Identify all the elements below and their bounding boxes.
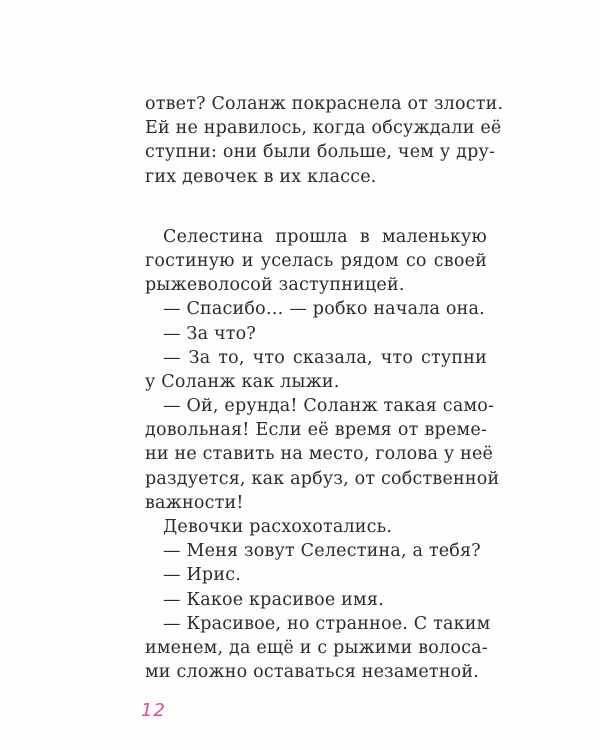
text-line: Селестина прошла в маленькую [163, 226, 487, 247]
body-text [145, 92, 504, 684]
text-line: ответ? Соланж покраснела от злости. [145, 94, 504, 114]
text-line: Девочки расхохотались. [163, 517, 393, 537]
text-line: Ей не нравилось, когда обсуждали её [145, 118, 502, 139]
text-line: — За что? [163, 323, 256, 344]
text-line: ступни: они были больше, чем у дру- [145, 142, 496, 163]
text-line: рыжеволосой заступницей. [145, 275, 405, 296]
text-line: — Красивое, но странное. С таким [163, 613, 491, 634]
page-number: 12 [141, 700, 166, 721]
text-line: важности! [145, 492, 244, 513]
text-line: — Ирис. [163, 565, 241, 586]
text-line: гих девочек в их классе. [145, 166, 377, 187]
text-line: именем, да ещё и с рыжими волоса- [145, 637, 488, 658]
text-line: раздуется, как арбуз, от собственной [145, 468, 500, 489]
text-line: — За то, что сказала, что ступни [163, 347, 487, 368]
text-line: ми сложно оставаться незаметной. [145, 662, 479, 683]
text-line: у Соланж как лыжи. [145, 371, 340, 392]
text-line: — Меня зовут Селестина, а тебя? [163, 541, 481, 562]
text-line: — Спасибо… — робко начала она. [163, 299, 485, 320]
paragraph-gap [145, 189, 487, 225]
text-line: довольная! Если её время от време- [145, 420, 487, 441]
text-line: — Ой, ерунда! Соланж такая само- [163, 396, 495, 417]
text-line: ни не ставить на место, голова у неё [145, 444, 494, 465]
text-line: гостиную и уселась рядом со своей [145, 250, 487, 271]
text-line: — Какое красивое имя. [163, 589, 384, 610]
